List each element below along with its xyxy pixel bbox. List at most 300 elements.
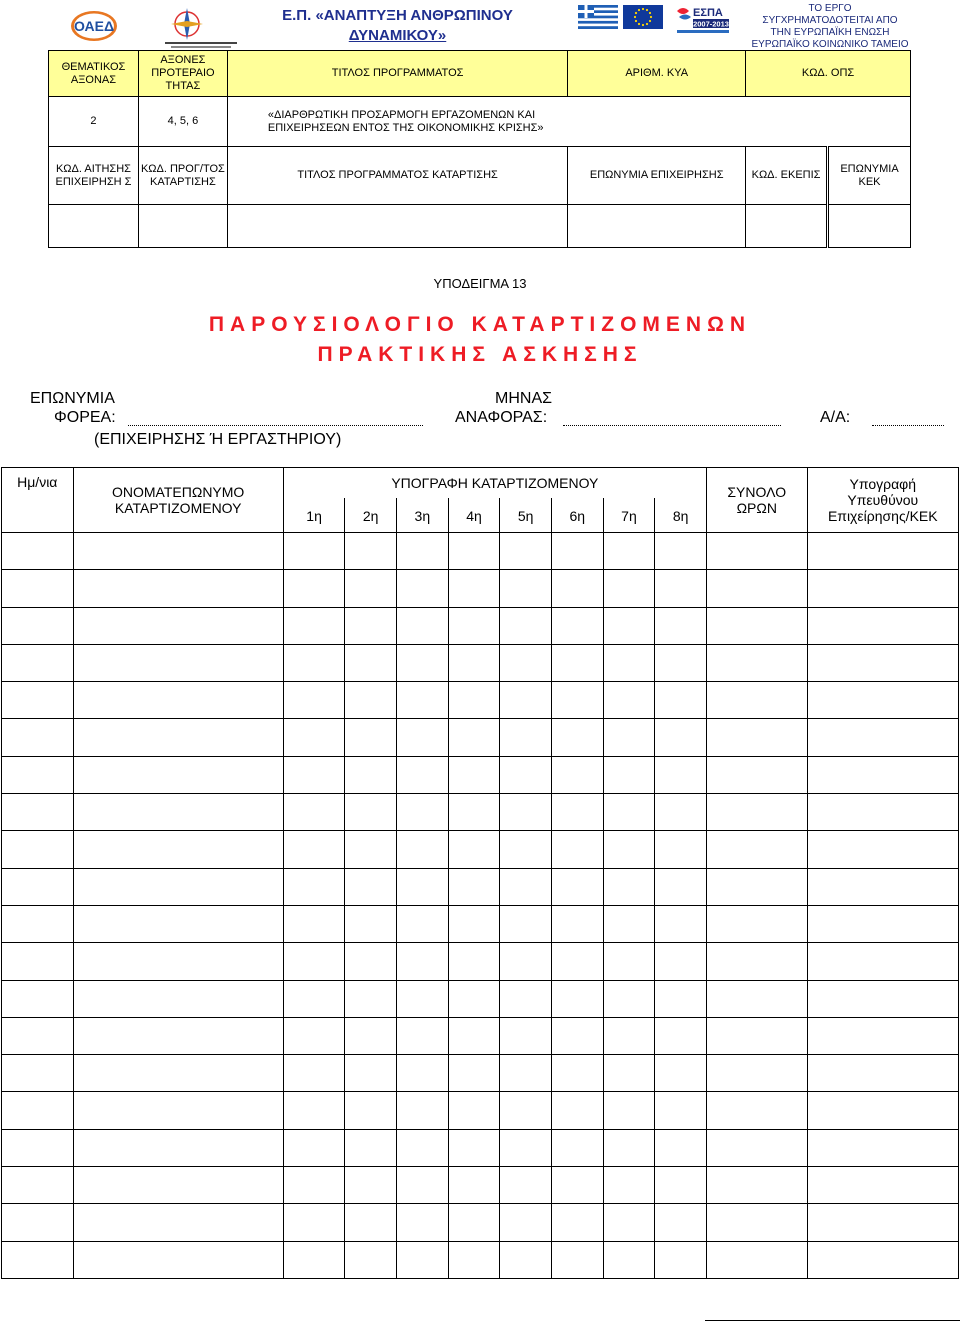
org-name-field[interactable]: [128, 425, 423, 426]
sig-3h-cell[interactable]: [397, 607, 449, 644]
responsible-signature-cell[interactable]: [807, 868, 958, 905]
sample-label: ΥΠΟΔΕΙΓΜΑ 13: [433, 276, 527, 291]
sig-6h-cell[interactable]: [551, 1204, 603, 1241]
sig-2h-cell[interactable]: [345, 682, 397, 719]
sig-7h-cell[interactable]: [603, 868, 655, 905]
sig-2h-cell[interactable]: [345, 1055, 397, 1092]
footer-line: [705, 1320, 960, 1321]
sig-8h-cell[interactable]: [655, 533, 707, 570]
trainee-name-cell[interactable]: [73, 1241, 283, 1278]
total-hours-cell[interactable]: [706, 794, 807, 831]
trainee-name-cell[interactable]: [73, 719, 283, 756]
sig-6h-cell[interactable]: [551, 868, 603, 905]
sig-3h-cell[interactable]: [397, 868, 449, 905]
responsible-signature-cell[interactable]: [807, 682, 958, 719]
sig-2h-cell[interactable]: [345, 905, 397, 942]
sig-1h-cell[interactable]: [283, 1129, 345, 1166]
sig-8h-cell[interactable]: [655, 794, 707, 831]
sig-3h-cell[interactable]: [397, 719, 449, 756]
sig-8h-cell[interactable]: [655, 831, 707, 868]
sig-7h-cell[interactable]: [603, 719, 655, 756]
training-title-cell[interactable]: [227, 205, 567, 248]
total-hours-cell[interactable]: [706, 1055, 807, 1092]
sig-1h-cell[interactable]: [283, 644, 345, 681]
sig-3h-cell[interactable]: [397, 1055, 449, 1092]
date-cell[interactable]: [2, 719, 74, 756]
sig-1h-cell[interactable]: [283, 1055, 345, 1092]
espa-logo-text: ΕΣΠΑ: [693, 7, 723, 19]
total-hours-cell[interactable]: [706, 1241, 807, 1278]
sig-5h-cell[interactable]: [500, 905, 552, 942]
date-cell[interactable]: [2, 905, 74, 942]
sig-5h-cell[interactable]: [500, 831, 552, 868]
sig-5h-cell[interactable]: [500, 570, 552, 607]
total-hours-cell[interactable]: [706, 756, 807, 793]
month-field[interactable]: [563, 425, 781, 426]
funding-line2: ΣΥΓΧΡΗΜΑΤΟΔΟΤΕΙΤΑΙ ΑΠΟ: [762, 15, 898, 26]
training-values-row: [49, 205, 911, 248]
sig-4h-cell[interactable]: [448, 570, 500, 607]
responsible-signature-cell[interactable]: [807, 1241, 958, 1278]
sig-6h-cell[interactable]: [551, 719, 603, 756]
hour-header-8: 8η: [655, 498, 707, 533]
sig-6h-cell[interactable]: [551, 756, 603, 793]
sig-7h-cell[interactable]: [603, 756, 655, 793]
trainee-name-cell[interactable]: [73, 1055, 283, 1092]
responsible-signature-cell[interactable]: [807, 1167, 958, 1204]
sig-7h-cell[interactable]: [603, 794, 655, 831]
sig-4h-cell[interactable]: [448, 719, 500, 756]
table-row: [2, 570, 959, 607]
sig-2h-cell[interactable]: [345, 1204, 397, 1241]
sig-6h-cell[interactable]: [551, 533, 603, 570]
ekepis-code-header: ΚΩΔ. ΕΚΕΠΙΣ: [746, 147, 828, 205]
sig-8h-cell[interactable]: [655, 1167, 707, 1204]
sig-7h-cell[interactable]: [603, 607, 655, 644]
sig-3h-cell[interactable]: [397, 794, 449, 831]
sig-3h-cell[interactable]: [397, 682, 449, 719]
sig-4h-cell[interactable]: [448, 943, 500, 980]
funding-statement: [740, 3, 920, 51]
info-values-row: [49, 97, 911, 147]
sig-1h-cell[interactable]: [283, 1167, 345, 1204]
sig-4h-cell[interactable]: [448, 831, 500, 868]
sig-7h-cell[interactable]: [603, 1129, 655, 1166]
table-row: [2, 905, 959, 942]
date-cell[interactable]: [2, 1241, 74, 1278]
date-cell[interactable]: [2, 1204, 74, 1241]
sig-2h-cell[interactable]: [345, 570, 397, 607]
trainee-name-cell[interactable]: [73, 1167, 283, 1204]
trainee-name-cell[interactable]: [73, 570, 283, 607]
sig-7h-cell[interactable]: [603, 980, 655, 1017]
responsible-signature-cell[interactable]: [807, 1017, 958, 1054]
sig-4h-cell[interactable]: [448, 1129, 500, 1166]
sig-2h-cell[interactable]: [345, 1092, 397, 1129]
sig-5h-cell[interactable]: [500, 1204, 552, 1241]
compass-logo: [165, 4, 237, 52]
program-title-value: [227, 97, 910, 147]
sig-4h-cell[interactable]: [448, 1204, 500, 1241]
responsible-sig-line1: Υπογραφή: [849, 476, 917, 492]
total-hours-header: [706, 468, 807, 533]
date-cell[interactable]: [2, 533, 74, 570]
sig-3h-cell[interactable]: [397, 831, 449, 868]
sig-8h-cell[interactable]: [655, 905, 707, 942]
sig-3h-cell[interactable]: [397, 943, 449, 980]
ep-title-line1: Ε.Π. «ΑΝΑΠΤΥΞΗ ΑΝΘΡΩΠΙΝΟΥ: [282, 7, 513, 24]
responsible-signature-cell[interactable]: [807, 980, 958, 1017]
sig-8h-cell[interactable]: [655, 682, 707, 719]
total-hours-line1: ΣΥΝΟΛΟ: [727, 484, 787, 500]
sig-1h-cell[interactable]: [283, 868, 345, 905]
sig-7h-cell[interactable]: [603, 1055, 655, 1092]
total-hours-cell[interactable]: [706, 831, 807, 868]
kek-name-cell[interactable]: [828, 205, 911, 248]
sig-7h-cell[interactable]: [603, 943, 655, 980]
application-code-cell[interactable]: [49, 205, 139, 248]
sig-7h-cell[interactable]: [603, 905, 655, 942]
sig-7h-cell[interactable]: [603, 831, 655, 868]
month-label-1: ΜΗΝΑΣ: [495, 390, 552, 407]
sig-7h-cell[interactable]: [603, 1092, 655, 1129]
hour-header-4: 4η: [448, 498, 500, 533]
sig-6h-cell[interactable]: [551, 682, 603, 719]
sig-1h-cell[interactable]: [283, 570, 345, 607]
sig-3h-cell[interactable]: [397, 756, 449, 793]
sig-2h-cell[interactable]: [345, 1017, 397, 1054]
date-cell[interactable]: [2, 756, 74, 793]
attendance-body: [2, 533, 959, 1279]
sig-1h-cell[interactable]: [283, 980, 345, 1017]
sig-3h-cell[interactable]: [397, 1204, 449, 1241]
sig-5h-cell[interactable]: [500, 607, 552, 644]
sig-6h-cell[interactable]: [551, 980, 603, 1017]
responsible-signature-cell[interactable]: [807, 1204, 958, 1241]
sig-3h-cell[interactable]: [397, 905, 449, 942]
sig-8h-cell[interactable]: [655, 1241, 707, 1278]
total-hours-cell[interactable]: [706, 980, 807, 1017]
total-hours-cell[interactable]: [706, 1204, 807, 1241]
sig-1h-cell[interactable]: [283, 756, 345, 793]
sig-5h-cell[interactable]: [500, 1055, 552, 1092]
sig-8h-cell[interactable]: [655, 1055, 707, 1092]
hour-header-7: 7η: [603, 498, 655, 533]
funding-line4: ΕΥΡΩΠΑΪΚΟ ΚΟΙΝΩΝΙΚΟ ΤΑΜΕΙΟ: [751, 39, 909, 50]
sig-4h-cell[interactable]: [448, 682, 500, 719]
responsible-signature-cell[interactable]: [807, 1092, 958, 1129]
sig-1h-cell[interactable]: [283, 1017, 345, 1054]
date-cell[interactable]: [2, 1055, 74, 1092]
table-row: [2, 644, 959, 681]
sig-1h-cell[interactable]: [283, 719, 345, 756]
responsible-signature-cell[interactable]: [807, 1129, 958, 1166]
program-title-line1: «ΔΙΑΡΘΡΩΤΙΚΗ ΠΡΟΣΑΡΜΟΓΗ ΕΡΓΑΖΟΜΕΝΩΝ ΚΑΙ: [267, 108, 536, 121]
table-row: [2, 943, 959, 980]
table-row: [2, 1129, 959, 1166]
sig-6h-cell[interactable]: [551, 1017, 603, 1054]
sig-1h-cell[interactable]: [283, 533, 345, 570]
sig-6h-cell[interactable]: [551, 644, 603, 681]
table-row: [2, 868, 959, 905]
responsible-signature-cell[interactable]: [807, 794, 958, 831]
sig-2h-cell[interactable]: [345, 1241, 397, 1278]
total-hours-cell[interactable]: [706, 682, 807, 719]
trainee-name-line2: ΚΑΤΑΡΤΙΖΟΜΕΝΟΥ: [114, 500, 242, 516]
sig-5h-cell[interactable]: [500, 1017, 552, 1054]
sig-5h-cell[interactable]: [500, 533, 552, 570]
total-hours-cell[interactable]: [706, 1167, 807, 1204]
sig-4h-cell[interactable]: [448, 756, 500, 793]
total-hours-cell[interactable]: [706, 1017, 807, 1054]
sig-8h-cell[interactable]: [655, 868, 707, 905]
sig-1h-cell[interactable]: [283, 831, 345, 868]
sig-2h-cell[interactable]: [345, 1129, 397, 1166]
total-hours-cell[interactable]: [706, 905, 807, 942]
sig-6h-cell[interactable]: [551, 1092, 603, 1129]
sig-7h-cell[interactable]: [603, 1017, 655, 1054]
sig-1h-cell[interactable]: [283, 794, 345, 831]
responsible-signature-cell[interactable]: [807, 831, 958, 868]
sig-2h-cell[interactable]: [345, 1167, 397, 1204]
trainee-name-cell[interactable]: [73, 682, 283, 719]
sig-1h-cell[interactable]: [283, 1204, 345, 1241]
responsible-signature-cell[interactable]: [807, 1055, 958, 1092]
hour-header-6: 6η: [551, 498, 603, 533]
date-cell[interactable]: [2, 943, 74, 980]
sig-2h-cell[interactable]: [345, 607, 397, 644]
date-cell[interactable]: [2, 1017, 74, 1054]
table-row: [2, 1092, 959, 1129]
sig-3h-cell[interactable]: [397, 980, 449, 1017]
sig-6h-cell[interactable]: [551, 831, 603, 868]
sig-1h-cell[interactable]: [283, 943, 345, 980]
total-hours-cell[interactable]: [706, 607, 807, 644]
trainee-name-cell[interactable]: [73, 980, 283, 1017]
trainee-name-cell[interactable]: [73, 868, 283, 905]
responsible-signature-cell[interactable]: [807, 533, 958, 570]
sig-8h-cell[interactable]: [655, 980, 707, 1017]
date-cell[interactable]: [2, 794, 74, 831]
sig-8h-cell[interactable]: [655, 1092, 707, 1129]
sig-1h-cell[interactable]: [283, 1241, 345, 1278]
table-row: [2, 533, 959, 570]
sig-5h-cell[interactable]: [500, 868, 552, 905]
ekepis-code-cell[interactable]: [746, 205, 828, 248]
sig-5h-cell[interactable]: [500, 794, 552, 831]
table-row: [2, 682, 959, 719]
date-cell[interactable]: [2, 1167, 74, 1204]
table-row: [2, 1017, 959, 1054]
sig-5h-cell[interactable]: [500, 644, 552, 681]
trainee-name-cell[interactable]: [73, 1092, 283, 1129]
sig-5h-cell[interactable]: [500, 1241, 552, 1278]
trainee-name-cell[interactable]: [73, 905, 283, 942]
sig-5h-cell[interactable]: [500, 1129, 552, 1166]
sig-3h-cell[interactable]: [397, 644, 449, 681]
sig-2h-cell[interactable]: [345, 533, 397, 570]
trainee-name-cell[interactable]: [73, 1204, 283, 1241]
total-hours-cell[interactable]: [706, 943, 807, 980]
responsible-signature-cell[interactable]: [807, 570, 958, 607]
sig-4h-cell[interactable]: [448, 868, 500, 905]
date-cell[interactable]: [2, 570, 74, 607]
sig-4h-cell[interactable]: [448, 905, 500, 942]
sig-8h-cell[interactable]: [655, 1129, 707, 1166]
espa-years-text: 2007-2013: [693, 19, 729, 29]
program-title-line2: ΕΠΙΧΕΙΡΗΣΕΩΝ ΕΝΤΟΣ ΤΗΣ ΟΙΚΟΝΟΜΙΚΗΣ ΚΡΙΣΗΣ»: [267, 121, 544, 134]
responsible-signature-cell[interactable]: [807, 756, 958, 793]
sig-8h-cell[interactable]: [655, 1204, 707, 1241]
sig-8h-cell[interactable]: [655, 943, 707, 980]
total-hours-cell[interactable]: [706, 1092, 807, 1129]
responsible-signature-cell[interactable]: [807, 644, 958, 681]
responsible-signature-header: [807, 468, 958, 533]
org-name-label-1: ΕΠΩΝΥΜΙΑ: [30, 390, 115, 407]
sig-8h-cell[interactable]: [655, 607, 707, 644]
trainee-name-cell[interactable]: [73, 831, 283, 868]
program-title-header: ΤΙΤΛΟΣ ΠΡΟΓΡΑΜΜΑΤΟΣ: [227, 51, 567, 97]
total-hours-cell[interactable]: [706, 644, 807, 681]
trainee-name-cell[interactable]: [73, 756, 283, 793]
total-hours-cell[interactable]: [706, 868, 807, 905]
sig-7h-cell[interactable]: [603, 1167, 655, 1204]
table-row: [2, 719, 959, 756]
sig-2h-cell[interactable]: [345, 980, 397, 1017]
hour-header-3: 3η: [397, 498, 449, 533]
ep-title-line2: ΔΥΝΑΜΙΚΟΥ»: [348, 27, 447, 44]
sig-4h-cell[interactable]: [448, 1092, 500, 1129]
trainee-name-cell[interactable]: [73, 1017, 283, 1054]
sig-3h-cell[interactable]: [397, 533, 449, 570]
sig-5h-cell[interactable]: [500, 980, 552, 1017]
sig-7h-cell[interactable]: [603, 682, 655, 719]
sig-1h-cell[interactable]: [283, 905, 345, 942]
sig-2h-cell[interactable]: [345, 644, 397, 681]
serial-field[interactable]: [872, 425, 944, 426]
date-cell[interactable]: [2, 980, 74, 1017]
sig-4h-cell[interactable]: [448, 980, 500, 1017]
sig-5h-cell[interactable]: [500, 1092, 552, 1129]
trainee-name-cell[interactable]: [73, 644, 283, 681]
trainee-name-cell[interactable]: [73, 607, 283, 644]
sig-4h-cell[interactable]: [448, 607, 500, 644]
sig-8h-cell[interactable]: [655, 1017, 707, 1054]
sig-8h-cell[interactable]: [655, 756, 707, 793]
sig-8h-cell[interactable]: [655, 719, 707, 756]
sig-6h-cell[interactable]: [551, 607, 603, 644]
sig-4h-cell[interactable]: [448, 1167, 500, 1204]
trainee-name-cell[interactable]: [73, 794, 283, 831]
sig-6h-cell[interactable]: [551, 1241, 603, 1278]
training-header-row: [49, 147, 911, 205]
sig-2h-cell[interactable]: [345, 943, 397, 980]
date-cell[interactable]: [2, 1092, 74, 1129]
heading-line1: ΠΑΡΟΥΣΙΟΛΟΓΙΟ ΚΑΤΑΡΤΙΖΟΜΕΝΩΝ: [208, 313, 752, 336]
sig-5h-cell[interactable]: [500, 719, 552, 756]
sig-4h-cell[interactable]: [448, 1241, 500, 1278]
info-header-row: [49, 51, 911, 97]
sig-8h-cell[interactable]: [655, 644, 707, 681]
sig-5h-cell[interactable]: [500, 1167, 552, 1204]
sig-6h-cell[interactable]: [551, 943, 603, 980]
trainee-name-line1: ΟΝΟΜΑΤΕΠΩΝΥΜΟ: [112, 484, 245, 500]
responsible-signature-cell[interactable]: [807, 719, 958, 756]
sig-1h-cell[interactable]: [283, 1092, 345, 1129]
sig-5h-cell[interactable]: [500, 943, 552, 980]
table-row: [2, 607, 959, 644]
sig-3h-cell[interactable]: [397, 1092, 449, 1129]
total-hours-cell[interactable]: [706, 533, 807, 570]
sig-5h-cell[interactable]: [500, 682, 552, 719]
sig-4h-cell[interactable]: [448, 644, 500, 681]
total-hours-cell[interactable]: [706, 570, 807, 607]
sig-4h-cell[interactable]: [448, 1055, 500, 1092]
funding-line3: ΤΗΝ ΕΥΡΩΠΑΪΚΗ ΕΝΩΣΗ: [770, 27, 890, 38]
sig-5h-cell[interactable]: [500, 756, 552, 793]
sig-2h-cell[interactable]: [345, 831, 397, 868]
date-cell[interactable]: [2, 1129, 74, 1166]
date-cell[interactable]: [2, 868, 74, 905]
program-info-table: [48, 50, 911, 248]
date-cell[interactable]: [2, 682, 74, 719]
sig-6h-cell[interactable]: [551, 905, 603, 942]
sig-2h-cell[interactable]: [345, 794, 397, 831]
sig-4h-cell[interactable]: [448, 794, 500, 831]
hour-header-2: 2η: [345, 498, 397, 533]
sig-7h-cell[interactable]: [603, 1241, 655, 1278]
sig-1h-cell[interactable]: [283, 682, 345, 719]
sig-3h-cell[interactable]: [397, 1017, 449, 1054]
sig-4h-cell[interactable]: [448, 1017, 500, 1054]
sig-8h-cell[interactable]: [655, 570, 707, 607]
trainee-name-cell[interactable]: [73, 943, 283, 980]
total-hours-cell[interactable]: [706, 1129, 807, 1166]
training-code-cell[interactable]: [138, 205, 227, 248]
responsible-signature-cell[interactable]: [807, 905, 958, 942]
sig-3h-cell[interactable]: [397, 570, 449, 607]
sig-6h-cell[interactable]: [551, 794, 603, 831]
responsible-signature-cell[interactable]: [807, 607, 958, 644]
sig-6h-cell[interactable]: [551, 1129, 603, 1166]
total-hours-cell[interactable]: [706, 719, 807, 756]
sig-3h-cell[interactable]: [397, 1241, 449, 1278]
table-row: [2, 1167, 959, 1204]
sig-7h-cell[interactable]: [603, 644, 655, 681]
sig-2h-cell[interactable]: [345, 868, 397, 905]
sig-7h-cell[interactable]: [603, 533, 655, 570]
responsible-signature-cell[interactable]: [807, 943, 958, 980]
sig-6h-cell[interactable]: [551, 1055, 603, 1092]
trainee-name-cell[interactable]: [73, 533, 283, 570]
sig-4h-cell[interactable]: [448, 533, 500, 570]
sig-3h-cell[interactable]: [397, 1167, 449, 1204]
sig-7h-cell[interactable]: [603, 570, 655, 607]
sig-6h-cell[interactable]: [551, 570, 603, 607]
date-cell[interactable]: [2, 607, 74, 644]
sig-1h-cell[interactable]: [283, 607, 345, 644]
sig-2h-cell[interactable]: [345, 719, 397, 756]
trainee-name-cell[interactable]: [73, 1129, 283, 1166]
table-row: [2, 794, 959, 831]
sig-7h-cell[interactable]: [603, 1204, 655, 1241]
company-name-cell[interactable]: [568, 205, 746, 248]
sig-6h-cell[interactable]: [551, 1167, 603, 1204]
sig-2h-cell[interactable]: [345, 756, 397, 793]
sig-3h-cell[interactable]: [397, 1129, 449, 1166]
date-cell[interactable]: [2, 644, 74, 681]
date-cell[interactable]: [2, 831, 74, 868]
